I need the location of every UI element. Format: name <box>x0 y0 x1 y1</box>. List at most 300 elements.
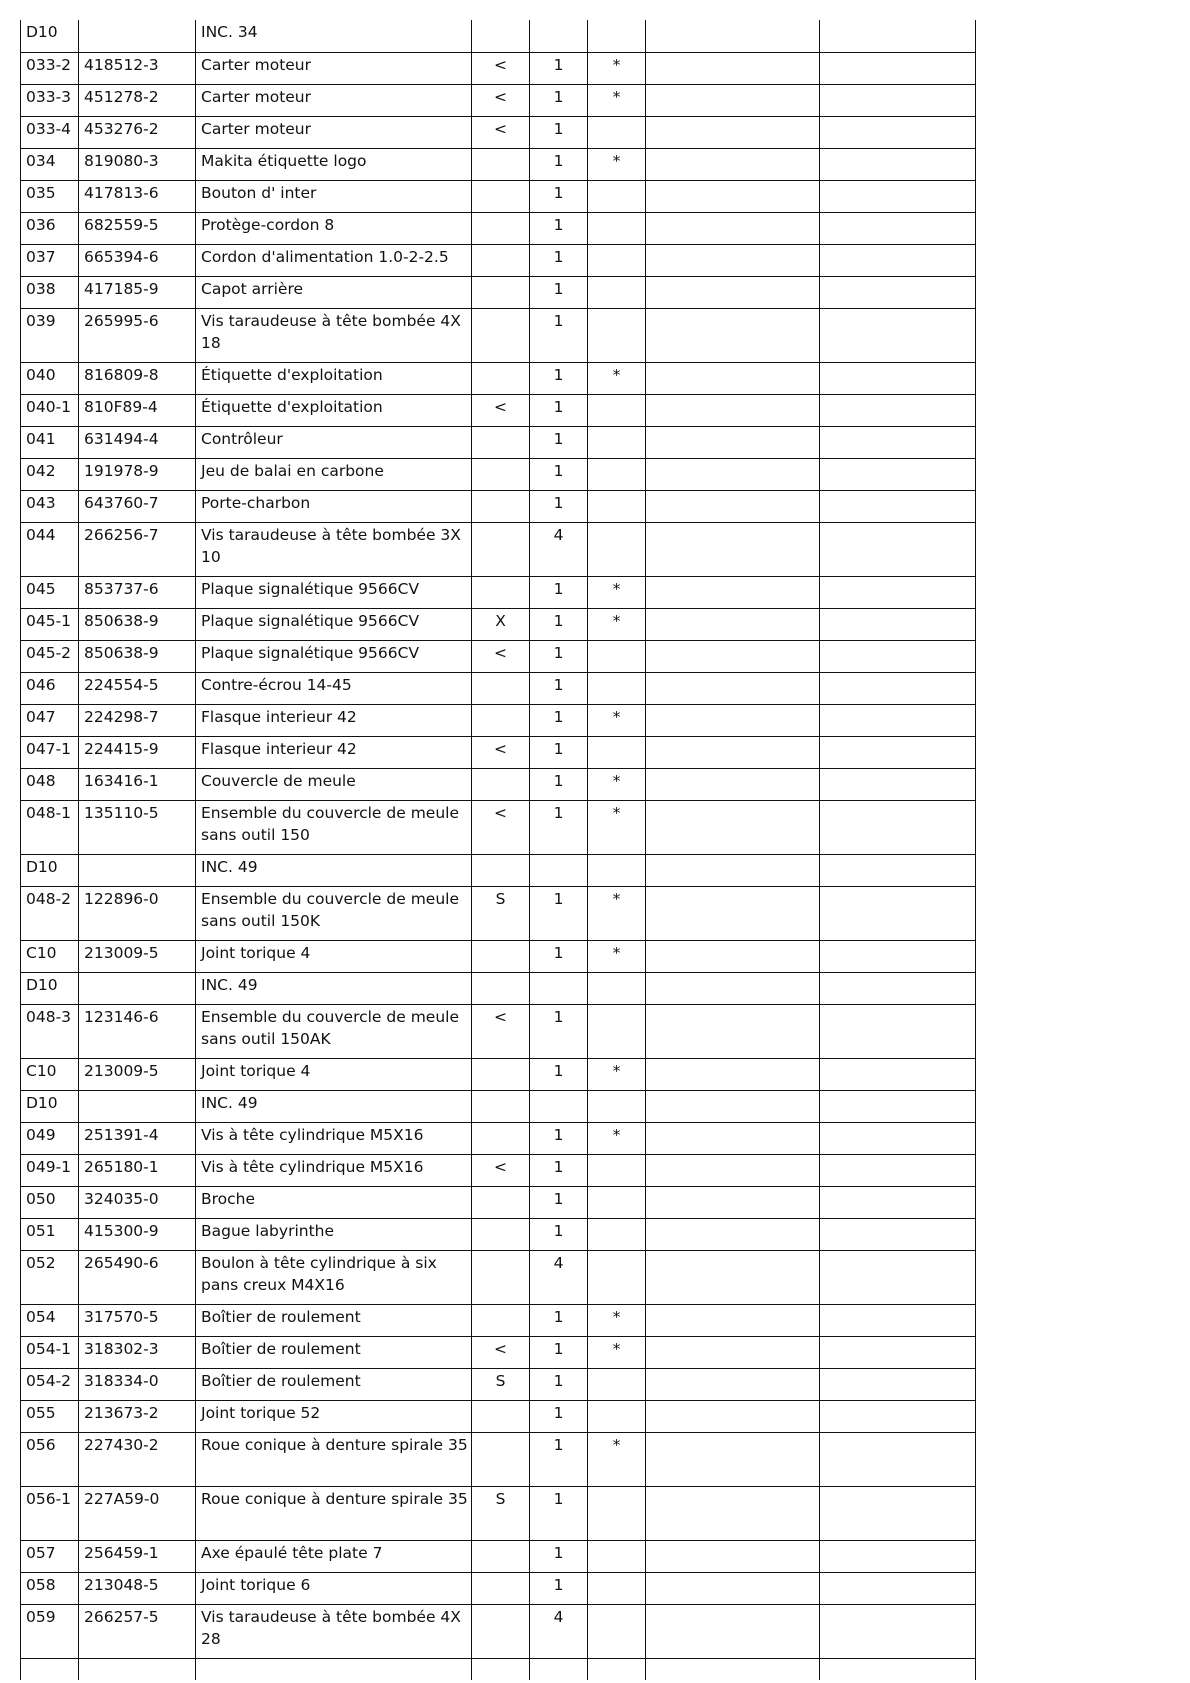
empty-cell <box>646 1400 820 1432</box>
empty-cell <box>820 1218 976 1250</box>
empty-cell <box>646 972 820 1004</box>
change-flag-cell <box>472 426 530 458</box>
quantity-cell: 4 <box>530 522 588 576</box>
quantity-cell: 1 <box>530 244 588 276</box>
note-cell <box>588 1604 646 1658</box>
ref-no-cell: D10 <box>21 20 79 52</box>
part-number-cell <box>79 1090 196 1122</box>
ref-no-cell: 057 <box>21 1540 79 1572</box>
description-cell: Plaque signalétique 9566CV <box>196 576 472 608</box>
description-cell: Ensemble du couvercle de meule sans outil 150K <box>196 886 472 940</box>
empty-cell <box>646 52 820 84</box>
change-flag-cell <box>472 1432 530 1486</box>
note-cell <box>588 212 646 244</box>
note-cell: * <box>588 1304 646 1336</box>
empty-cell <box>646 394 820 426</box>
part-number-cell: 213048-5 <box>79 1572 196 1604</box>
note-cell: * <box>588 576 646 608</box>
note-cell: * <box>588 84 646 116</box>
part-number-cell: 227A59-0 <box>79 1486 196 1540</box>
empty-cell <box>646 854 820 886</box>
part-number-cell: 256459-1 <box>79 1540 196 1572</box>
part-number-cell: 213673-2 <box>79 1400 196 1432</box>
part-number-cell: 224554-5 <box>79 672 196 704</box>
table-row <box>21 426 976 458</box>
quantity-cell: 4 <box>530 1250 588 1304</box>
empty-cell <box>820 854 976 886</box>
table-row <box>21 886 976 940</box>
description-cell: Carter moteur <box>196 52 472 84</box>
table-row <box>21 1336 976 1368</box>
note-cell <box>588 1486 646 1540</box>
empty-cell <box>820 148 976 180</box>
note-cell: * <box>588 608 646 640</box>
note-cell <box>588 1090 646 1122</box>
description-cell: Boîtier de roulement <box>196 1336 472 1368</box>
change-flag-cell: < <box>472 116 530 148</box>
empty-cell <box>646 768 820 800</box>
ref-no-cell: C10 <box>21 1058 79 1090</box>
description-cell: Bague labyrinthe <box>196 1218 472 1250</box>
ref-no-cell: 043 <box>21 490 79 522</box>
empty-cell <box>646 276 820 308</box>
ref-no-cell: 040-1 <box>21 394 79 426</box>
empty-cell <box>820 84 976 116</box>
empty-cell <box>820 308 976 362</box>
table-row <box>21 1432 976 1486</box>
ref-no-cell: 047-1 <box>21 736 79 768</box>
change-flag-cell <box>472 1250 530 1304</box>
part-number-cell: 643760-7 <box>79 490 196 522</box>
change-flag-cell <box>472 940 530 972</box>
table-row <box>21 52 976 84</box>
change-flag-cell <box>472 1400 530 1432</box>
empty-cell <box>820 704 976 736</box>
ref-no-cell: 050 <box>21 1186 79 1218</box>
description-cell: Joint torique 52 <box>196 1400 472 1432</box>
table-row <box>21 458 976 490</box>
quantity-cell: 1 <box>530 308 588 362</box>
ref-no-cell: 042 <box>21 458 79 490</box>
note-cell <box>588 1540 646 1572</box>
note-cell: * <box>588 1336 646 1368</box>
description-cell: Vis taraudeuse à tête bombée 3X 10 <box>196 522 472 576</box>
empty-cell <box>820 1540 976 1572</box>
empty-cell <box>646 736 820 768</box>
ref-no-cell: 048-1 <box>21 800 79 854</box>
empty-cell <box>646 886 820 940</box>
part-number-cell: 665394-6 <box>79 244 196 276</box>
ref-no-cell: 055 <box>21 1400 79 1432</box>
description-cell: Joint torique 6 <box>196 1572 472 1604</box>
table-row <box>21 1186 976 1218</box>
description-cell: Contre-écrou 14-45 <box>196 672 472 704</box>
ref-no-cell: 048-3 <box>21 1004 79 1058</box>
parts-table-body <box>21 20 976 1680</box>
quantity-cell: 1 <box>530 1400 588 1432</box>
empty-cell <box>646 148 820 180</box>
description-cell: Joint torique 4 <box>196 1058 472 1090</box>
change-flag-cell: < <box>472 736 530 768</box>
empty-cell <box>820 672 976 704</box>
description-cell: Étiquette d'exploitation <box>196 394 472 426</box>
ref-no-cell: 038 <box>21 276 79 308</box>
table-row <box>21 362 976 394</box>
ref-no-cell: 054 <box>21 1304 79 1336</box>
empty-cell <box>820 52 976 84</box>
part-number-cell: 213009-5 <box>79 1058 196 1090</box>
empty-cell <box>820 1058 976 1090</box>
quantity-cell: 1 <box>530 426 588 458</box>
note-cell <box>588 1400 646 1432</box>
note-cell <box>588 308 646 362</box>
empty-cell <box>588 1658 646 1680</box>
quantity-cell: 1 <box>530 394 588 426</box>
ref-no-cell: 046 <box>21 672 79 704</box>
empty-cell <box>820 244 976 276</box>
part-number-cell: 123146-6 <box>79 1004 196 1058</box>
empty-cell <box>820 800 976 854</box>
description-cell: Vis taraudeuse à tête bombée 4X 28 <box>196 1604 472 1658</box>
empty-cell <box>820 1486 976 1540</box>
part-number-cell: 266256-7 <box>79 522 196 576</box>
empty-cell <box>820 490 976 522</box>
description-cell: INC. 34 <box>196 20 472 52</box>
change-flag-cell <box>472 212 530 244</box>
empty-cell <box>646 1122 820 1154</box>
quantity-cell: 1 <box>530 1336 588 1368</box>
quantity-cell: 1 <box>530 148 588 180</box>
empty-cell <box>646 1090 820 1122</box>
description-cell: Plaque signalétique 9566CV <box>196 608 472 640</box>
change-flag-cell: < <box>472 52 530 84</box>
ref-no-cell: 033-4 <box>21 116 79 148</box>
table-row <box>21 20 976 52</box>
change-flag-cell <box>472 1304 530 1336</box>
quantity-cell: 1 <box>530 1486 588 1540</box>
empty-cell <box>530 1658 588 1680</box>
part-number-cell: 122896-0 <box>79 886 196 940</box>
description-cell: Flasque interieur 42 <box>196 704 472 736</box>
part-number-cell: 227430-2 <box>79 1432 196 1486</box>
empty-cell <box>646 1304 820 1336</box>
empty-cell <box>820 576 976 608</box>
table-row <box>21 522 976 576</box>
description-cell: Boîtier de roulement <box>196 1368 472 1400</box>
part-number-cell: 415300-9 <box>79 1218 196 1250</box>
note-cell: * <box>588 768 646 800</box>
quantity-cell: 1 <box>530 52 588 84</box>
empty-cell <box>646 1432 820 1486</box>
quantity-cell: 1 <box>530 1572 588 1604</box>
empty-cell <box>820 1572 976 1604</box>
part-number-cell: 819080-3 <box>79 148 196 180</box>
ref-no-cell: D10 <box>21 1090 79 1122</box>
ref-no-cell: 045-1 <box>21 608 79 640</box>
table-row <box>21 1250 976 1304</box>
empty-cell <box>820 1004 976 1058</box>
empty-cell <box>646 458 820 490</box>
note-cell <box>588 426 646 458</box>
part-number-cell: 163416-1 <box>79 768 196 800</box>
quantity-cell: 1 <box>530 800 588 854</box>
part-number-cell: 417185-9 <box>79 276 196 308</box>
empty-cell <box>820 20 976 52</box>
parts-list-page <box>20 20 975 1680</box>
empty-cell <box>820 458 976 490</box>
part-number-cell: 318302-3 <box>79 1336 196 1368</box>
ref-no-cell: 039 <box>21 308 79 362</box>
part-number-cell: 816809-8 <box>79 362 196 394</box>
table-row <box>21 1540 976 1572</box>
ref-no-cell: C10 <box>21 940 79 972</box>
change-flag-cell <box>472 1572 530 1604</box>
empty-cell <box>820 116 976 148</box>
part-number-cell: 266257-5 <box>79 1604 196 1658</box>
description-cell: Capot arrière <box>196 276 472 308</box>
table-row <box>21 1090 976 1122</box>
part-number-cell: 853737-6 <box>79 576 196 608</box>
part-number-cell <box>79 854 196 886</box>
part-number-cell: 453276-2 <box>79 116 196 148</box>
part-number-cell: 417813-6 <box>79 180 196 212</box>
note-cell <box>588 1572 646 1604</box>
quantity-cell: 1 <box>530 576 588 608</box>
table-row <box>21 672 976 704</box>
empty-cell <box>646 1336 820 1368</box>
description-cell: Axe épaulé tête plate 7 <box>196 1540 472 1572</box>
change-flag-cell <box>472 854 530 886</box>
quantity-cell: 1 <box>530 1368 588 1400</box>
table-row <box>21 1122 976 1154</box>
description-cell: Cordon d'alimentation 1.0-2-2.5 <box>196 244 472 276</box>
empty-cell <box>646 1658 820 1680</box>
change-flag-cell <box>472 1218 530 1250</box>
empty-cell <box>820 522 976 576</box>
table-row <box>21 116 976 148</box>
quantity-cell: 1 <box>530 1058 588 1090</box>
note-cell: * <box>588 52 646 84</box>
empty-cell <box>646 522 820 576</box>
change-flag-cell: S <box>472 1368 530 1400</box>
part-number-cell: 324035-0 <box>79 1186 196 1218</box>
ref-no-cell: 049-1 <box>21 1154 79 1186</box>
ref-no-cell: 054-2 <box>21 1368 79 1400</box>
description-cell: Joint torique 4 <box>196 940 472 972</box>
empty-cell <box>472 1658 530 1680</box>
change-flag-cell <box>472 972 530 1004</box>
description-cell: Carter moteur <box>196 84 472 116</box>
change-flag-cell <box>472 1090 530 1122</box>
description-cell: Ensemble du couvercle de meule sans outil 150AK <box>196 1004 472 1058</box>
part-number-cell: 265490-6 <box>79 1250 196 1304</box>
ref-no-cell: 054-1 <box>21 1336 79 1368</box>
quantity-cell: 1 <box>530 1186 588 1218</box>
empty-cell <box>646 1572 820 1604</box>
ref-no-cell: 040 <box>21 362 79 394</box>
part-number-cell: 631494-4 <box>79 426 196 458</box>
quantity-cell: 1 <box>530 940 588 972</box>
quantity-cell: 1 <box>530 768 588 800</box>
empty-cell <box>820 362 976 394</box>
change-flag-cell <box>472 458 530 490</box>
ref-no-cell: 033-2 <box>21 52 79 84</box>
empty-cell <box>820 1090 976 1122</box>
part-number-cell: 213009-5 <box>79 940 196 972</box>
table-row <box>21 180 976 212</box>
empty-cell <box>820 1250 976 1304</box>
note-cell <box>588 640 646 672</box>
note-cell <box>588 1186 646 1218</box>
ref-no-cell: 045-2 <box>21 640 79 672</box>
quantity-cell: 1 <box>530 672 588 704</box>
change-flag-cell: < <box>472 1004 530 1058</box>
table-row <box>21 1486 976 1540</box>
parts-table <box>20 20 976 1680</box>
change-flag-cell: < <box>472 1154 530 1186</box>
change-flag-cell: < <box>472 1336 530 1368</box>
empty-cell <box>646 1186 820 1218</box>
empty-cell <box>820 212 976 244</box>
ref-no-cell: D10 <box>21 972 79 1004</box>
empty-cell <box>646 704 820 736</box>
empty-cell <box>646 1250 820 1304</box>
note-cell: * <box>588 940 646 972</box>
change-flag-cell: S <box>472 886 530 940</box>
quantity-cell: 1 <box>530 490 588 522</box>
ref-no-cell: 051 <box>21 1218 79 1250</box>
change-flag-cell <box>472 704 530 736</box>
empty-cell <box>820 1154 976 1186</box>
empty-cell <box>646 1218 820 1250</box>
table-row <box>21 308 976 362</box>
empty-cell <box>646 672 820 704</box>
ref-no-cell: 045 <box>21 576 79 608</box>
ref-no-cell: 036 <box>21 212 79 244</box>
ref-no-cell: 034 <box>21 148 79 180</box>
table-row <box>21 704 976 736</box>
quantity-cell: 1 <box>530 640 588 672</box>
quantity-cell: 1 <box>530 736 588 768</box>
empty-cell <box>820 276 976 308</box>
change-flag-cell <box>472 362 530 394</box>
note-cell <box>588 1218 646 1250</box>
description-cell: Vis taraudeuse à tête bombée 4X 18 <box>196 308 472 362</box>
description-cell: Makita étiquette logo <box>196 148 472 180</box>
empty-cell <box>646 212 820 244</box>
description-cell: Plaque signalétique 9566CV <box>196 640 472 672</box>
change-flag-cell: < <box>472 800 530 854</box>
change-flag-cell: < <box>472 84 530 116</box>
ref-no-cell: 056-1 <box>21 1486 79 1540</box>
note-cell: * <box>588 148 646 180</box>
empty-cell <box>646 1058 820 1090</box>
part-number-cell: 810F89-4 <box>79 394 196 426</box>
quantity-cell: 1 <box>530 1004 588 1058</box>
table-row <box>21 576 976 608</box>
note-cell: * <box>588 1058 646 1090</box>
note-cell <box>588 458 646 490</box>
empty-cell <box>646 490 820 522</box>
change-flag-cell <box>472 308 530 362</box>
table-row <box>21 1218 976 1250</box>
table-row <box>21 84 976 116</box>
empty-cell <box>820 768 976 800</box>
table-row <box>21 276 976 308</box>
table-row <box>21 800 976 854</box>
ref-no-cell: D10 <box>21 854 79 886</box>
table-continuation-row <box>21 1658 976 1680</box>
note-cell <box>588 394 646 426</box>
note-cell <box>588 522 646 576</box>
empty-cell <box>646 640 820 672</box>
part-number-cell: 224415-9 <box>79 736 196 768</box>
change-flag-cell <box>472 1058 530 1090</box>
empty-cell <box>21 1658 79 1680</box>
ref-no-cell: 052 <box>21 1250 79 1304</box>
table-row <box>21 244 976 276</box>
note-cell <box>588 972 646 1004</box>
part-number-cell: 418512-3 <box>79 52 196 84</box>
change-flag-cell <box>472 1122 530 1154</box>
empty-cell <box>646 426 820 458</box>
note-cell <box>588 1250 646 1304</box>
description-cell: Flasque interieur 42 <box>196 736 472 768</box>
description-cell: Vis à tête cylindrique M5X16 <box>196 1122 472 1154</box>
change-flag-cell <box>472 490 530 522</box>
part-number-cell: 850638-9 <box>79 608 196 640</box>
table-row <box>21 608 976 640</box>
table-row <box>21 1368 976 1400</box>
table-row <box>21 640 976 672</box>
ref-no-cell: 058 <box>21 1572 79 1604</box>
part-number-cell: 265995-6 <box>79 308 196 362</box>
change-flag-cell <box>472 1604 530 1658</box>
quantity-cell: 1 <box>530 1540 588 1572</box>
table-row <box>21 1604 976 1658</box>
note-cell <box>588 490 646 522</box>
note-cell: * <box>588 800 646 854</box>
part-number-cell <box>79 20 196 52</box>
empty-cell <box>646 1486 820 1540</box>
part-number-cell: 318334-0 <box>79 1368 196 1400</box>
quantity-cell: 4 <box>530 1604 588 1658</box>
table-row <box>21 490 976 522</box>
part-number-cell: 451278-2 <box>79 84 196 116</box>
description-cell: Porte-charbon <box>196 490 472 522</box>
empty-cell <box>646 1368 820 1400</box>
table-row <box>21 972 976 1004</box>
quantity-cell: 1 <box>530 84 588 116</box>
empty-cell <box>820 1400 976 1432</box>
empty-cell <box>820 640 976 672</box>
quantity-cell: 1 <box>530 1432 588 1486</box>
table-row <box>21 1154 976 1186</box>
quantity-cell: 1 <box>530 1122 588 1154</box>
note-cell <box>588 20 646 52</box>
empty-cell <box>79 1658 196 1680</box>
change-flag-cell: < <box>472 640 530 672</box>
quantity-cell <box>530 854 588 886</box>
table-row <box>21 1400 976 1432</box>
empty-cell <box>820 886 976 940</box>
empty-cell <box>820 736 976 768</box>
part-number-cell: 682559-5 <box>79 212 196 244</box>
empty-cell <box>646 1004 820 1058</box>
ref-no-cell: 037 <box>21 244 79 276</box>
part-number-cell: 317570-5 <box>79 1304 196 1336</box>
empty-cell <box>646 116 820 148</box>
